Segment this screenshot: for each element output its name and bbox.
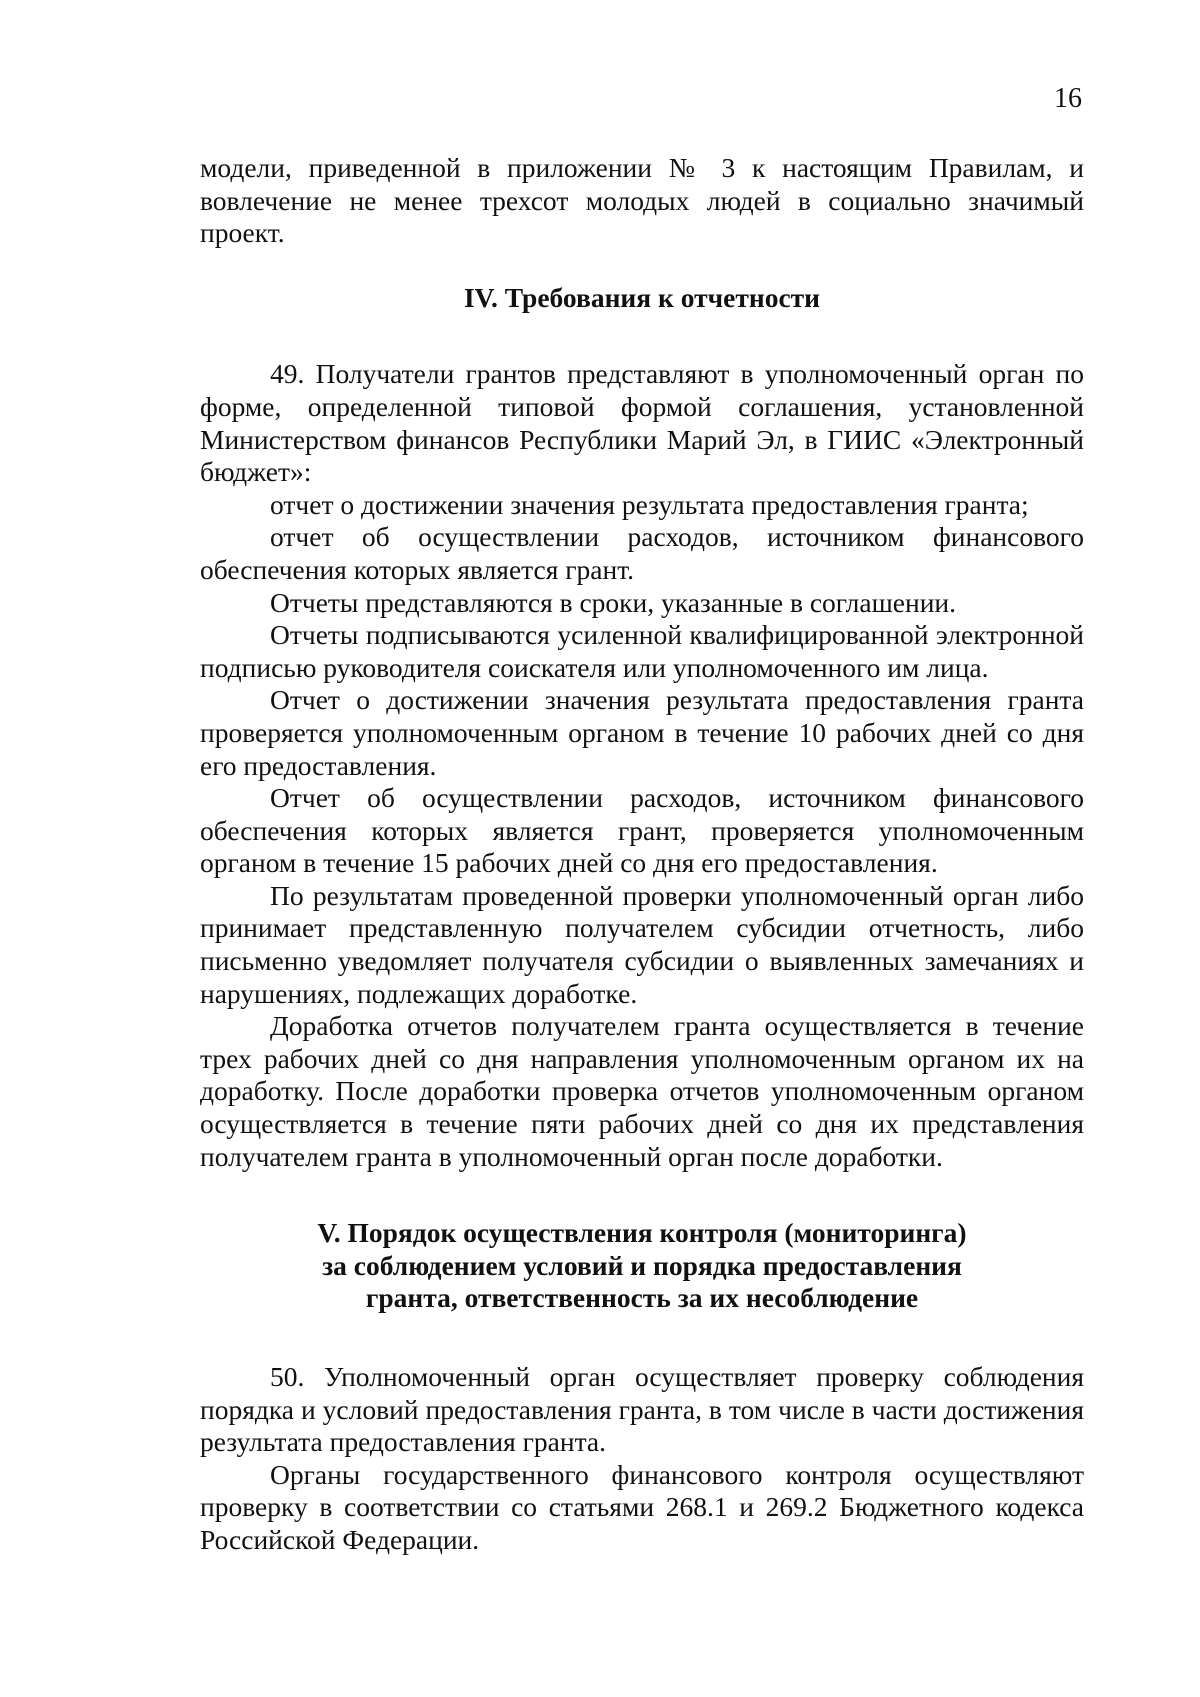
document-body [200, 152, 1084, 1557]
paragraph-state-control: Органы государственного финансового контроля осуществляют проверку в соответствии со статьями 268.1 и 269.2 Бюджетного кодекса Российской Федерации. [200, 1458, 1084, 1555]
section-v-heading [200, 1217, 1084, 1315]
paragraph-49: 49. Получатели грантов представляют в уполномоченный орган по форме, определенной типовой формой соглашения, установленной Министерством финансов Республики Марий Эл, в ГИИС «Электронный бюджет»: [200, 358, 1084, 488]
paragraph-report-expenses: отчет об осуществлении расходов, источником финансового обеспечения которых является грант. [200, 521, 1084, 585]
paragraph-report-signature: Отчеты подписываются усиленной квалифицированной электронной подписью руководителя соискателя или уполномоченного им лица. [200, 619, 1084, 683]
section-iv-heading: IV. Требования к отчетности [463, 281, 821, 313]
paragraph-continuation: модели, приведенной в приложении № 3 к настоящим Правилам, и вовлечение не менее трехсот молодых людей в социально значимый проект. [200, 152, 1084, 249]
section-v-heading-line-3: гранта, ответственность за их несоблюдение [365, 1282, 919, 1314]
paragraph-report-deadlines: Отчеты представляются в сроки, указанные в соглашении. [270, 586, 956, 618]
paragraph-expenses-check: Отчет об осуществлении расходов, источником финансового обеспечения которых является грант, проверяется уполномоченным органом в течение 15 рабочих дней со дня его предоставления. [200, 782, 1084, 879]
paragraph-check-outcome: По результатам проведенной проверки уполномоченный орган либо принимает представленную получателем субсидии отчетность, либо письменно уведомляет получателя субсидии о выявленных замечаниях и нарушениях, подлежащих доработке. [200, 879, 1084, 1009]
page-number: 16 [1054, 83, 1082, 114]
section-v-heading-line-1: V. Порядок осуществления контроля (мониторинга) [317, 1217, 967, 1249]
paragraph-result-check: Отчет о достижении значения результата предоставления гранта проверяется уполномоченным органом в течение 10 рабочих дней со дня его предоставления. [200, 684, 1084, 781]
paragraph-50: 50. Уполномоченный орган осуществляет проверку соблюдения порядка и условий предоставления гранта, в том числе в части достижения результата предоставления гранта. [200, 1361, 1084, 1458]
paragraph-report-result: отчет о достижении значения результата предоставления гранта; [270, 488, 1029, 520]
section-v-heading-line-2: за соблюдением условий и порядка предоставления [322, 1249, 962, 1281]
paragraph-rework: Доработка отчетов получателем гранта осуществляется в течение трех рабочих дней со дня направления уполномоченным органом их на доработку. После доработки проверка отчетов уполномоченным органом осуществляется в течение пяти рабочих дней со дня их представления получателем гранта в уполномоченный орган после доработки. [200, 1010, 1084, 1172]
